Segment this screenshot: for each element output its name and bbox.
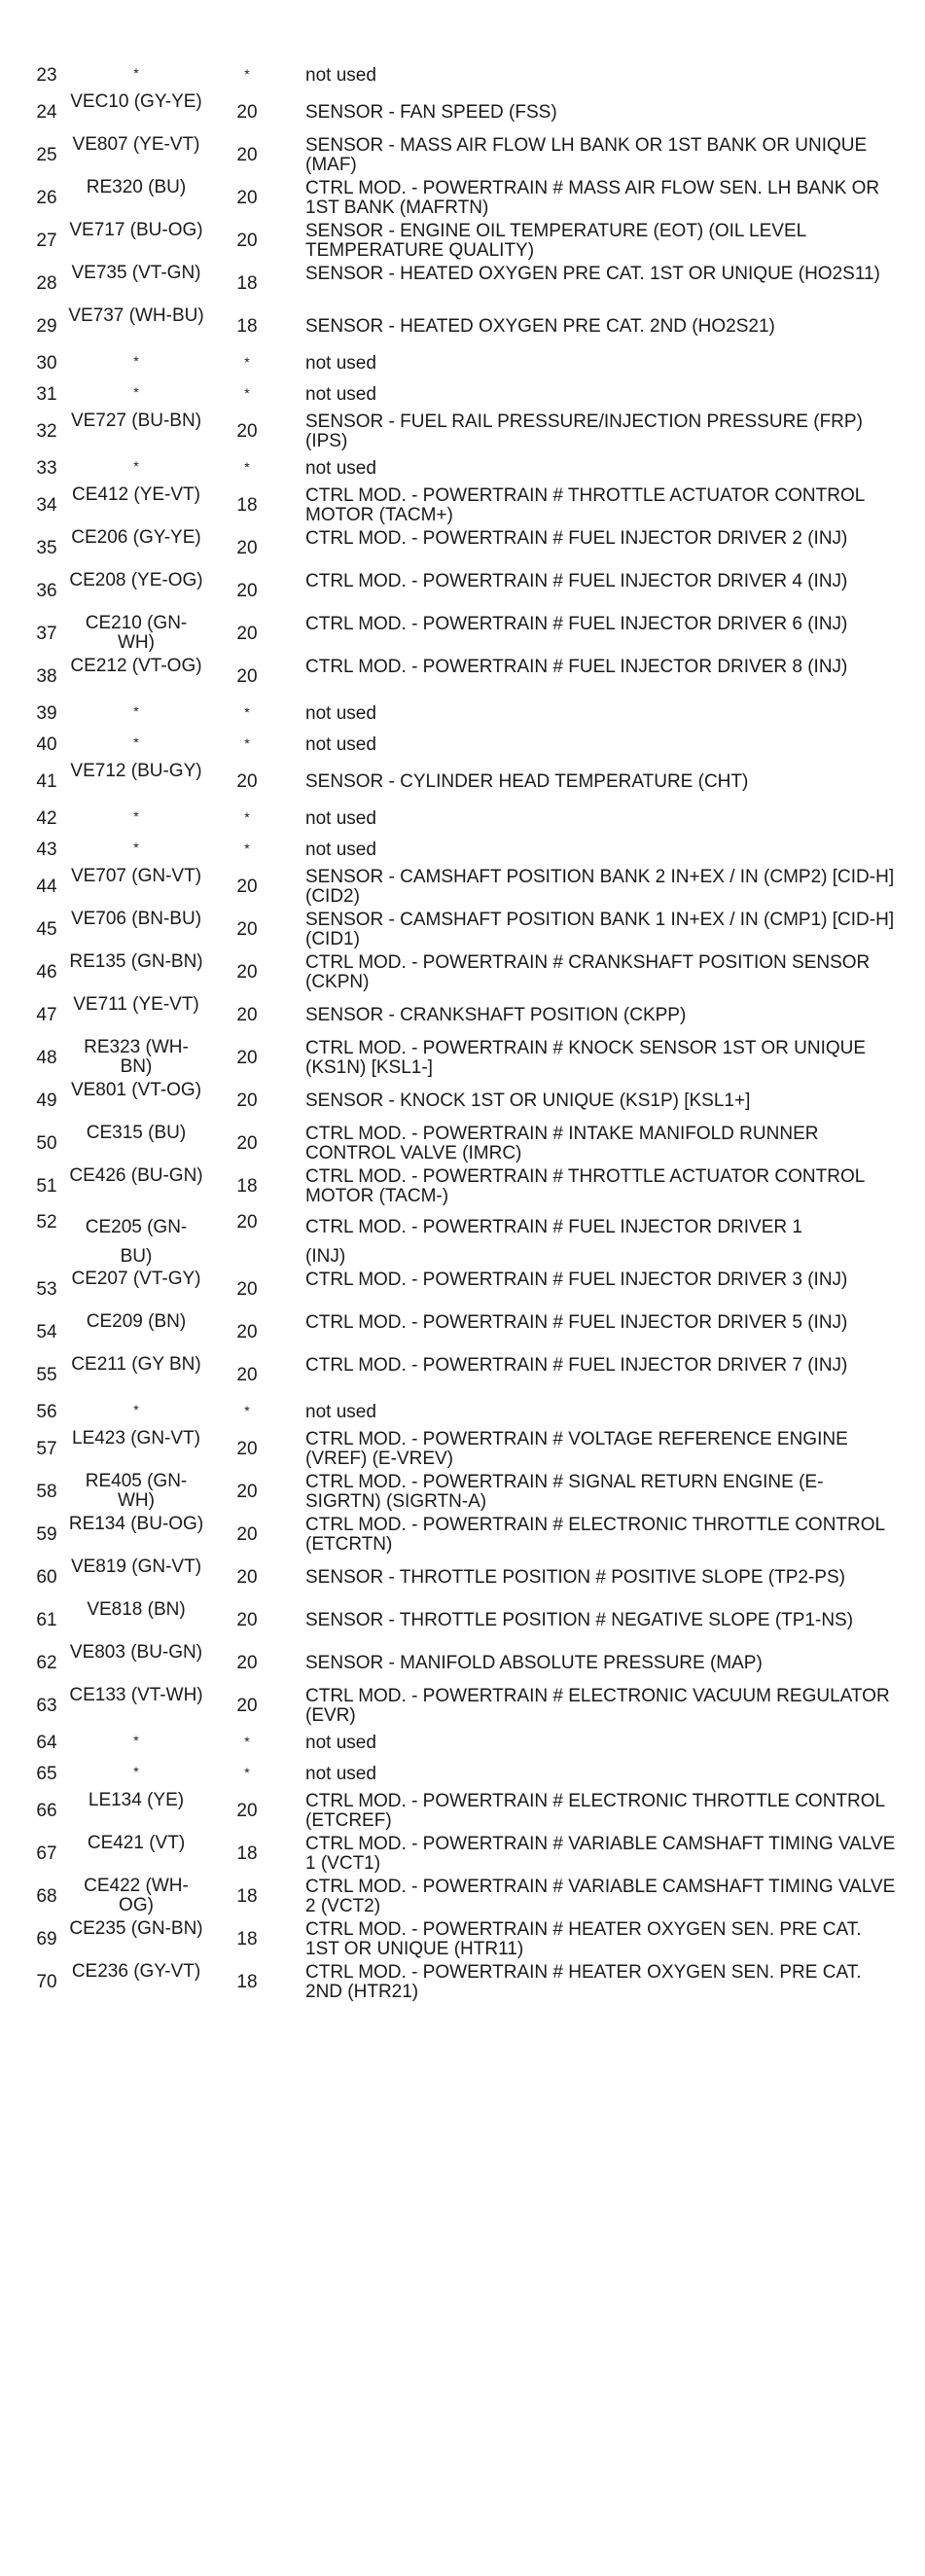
circuit-description: CTRL MOD. - POWERTRAIN # MASS AIR FLOW SEN. LH BANK OR 1ST BANK (MAFRTN) bbox=[305, 178, 880, 218]
wire-color: CE206 (GY-YE) bbox=[71, 527, 201, 548]
table-row bbox=[0, 1514, 925, 1556]
wire-color: CE422 (WH-OG) bbox=[84, 1876, 189, 1915]
table-row bbox=[0, 761, 925, 804]
wire-gauge: 20 bbox=[236, 1365, 258, 1385]
wire-gauge: 18 bbox=[236, 1176, 258, 1197]
wire-gauge: 20 bbox=[236, 1696, 258, 1716]
table-row bbox=[0, 1311, 925, 1354]
wire-gauge: 20 bbox=[236, 581, 258, 601]
pin-number: 54 bbox=[36, 1322, 57, 1342]
wire-gauge: 20 bbox=[236, 1524, 258, 1545]
wire-gauge: 20 bbox=[236, 1212, 258, 1233]
table-row bbox=[0, 730, 925, 761]
table-row bbox=[0, 1471, 925, 1514]
wire-gauge: * bbox=[244, 735, 250, 751]
circuit-description: SENSOR - THROTTLE POSITION # POSITIVE SLOPE (TP2-PS) bbox=[305, 1567, 845, 1588]
wire-gauge: * bbox=[244, 66, 250, 82]
circuit-description: SENSOR - FUEL RAIL PRESSURE/INJECTION PRESSURE (FRP) (IPS) bbox=[305, 411, 863, 451]
circuit-description: SENSOR - ENGINE OIL TEMPERATURE (EOT) (OIL LEVEL TEMPERATURE QUALITY) bbox=[305, 221, 806, 261]
wire-color: * bbox=[133, 353, 139, 369]
wire-gauge: * bbox=[244, 1734, 250, 1749]
pin-number: 60 bbox=[36, 1567, 57, 1588]
pin-number: 36 bbox=[36, 581, 57, 601]
table-row bbox=[0, 656, 925, 698]
wire-color: RE405 (GN-WH) bbox=[85, 1471, 188, 1511]
wire-color: * bbox=[133, 703, 139, 719]
pin-number: 41 bbox=[36, 771, 57, 792]
pin-number: 69 bbox=[36, 1929, 57, 1950]
circuit-description: CTRL MOD. - POWERTRAIN # FUEL INJECTOR DRIVER 7 (INJ) bbox=[305, 1355, 848, 1376]
table-row bbox=[0, 263, 925, 305]
circuit-description: SENSOR - CAMSHAFT POSITION BANK 2 IN+EX / IN (CMP2) [CID-H] (CID2) bbox=[305, 867, 895, 907]
wire-gauge: 20 bbox=[236, 1567, 258, 1588]
wire-gauge: 18 bbox=[236, 1886, 258, 1907]
wire-gauge: 20 bbox=[236, 1091, 258, 1111]
circuit-description: SENSOR - FAN SPEED (FSS) bbox=[305, 102, 557, 123]
wire-color: VE711 (YE-VT) bbox=[73, 994, 199, 1015]
wire-gauge: 20 bbox=[236, 1482, 258, 1502]
pin-number: 61 bbox=[36, 1610, 57, 1630]
circuit-description: not used bbox=[305, 1402, 376, 1422]
wire-gauge: 20 bbox=[236, 919, 258, 940]
pin-number: 46 bbox=[36, 962, 57, 983]
wire-gauge: 20 bbox=[236, 145, 258, 165]
wire-color: * bbox=[133, 1764, 139, 1779]
table-row bbox=[0, 484, 925, 527]
circuit-description: not used bbox=[305, 353, 376, 374]
circuit-description: SENSOR - KNOCK 1ST OR UNIQUE (KS1P) [KSL1+] bbox=[305, 1091, 751, 1111]
table-row bbox=[0, 220, 925, 263]
circuit-description: CTRL MOD. - POWERTRAIN # ELECTRONIC THROTTLE CONTROL (ETCRTN) bbox=[305, 1515, 885, 1555]
circuit-description: SENSOR - CYLINDER HEAD TEMPERATURE (CHT) bbox=[305, 771, 749, 792]
table-row bbox=[0, 994, 925, 1037]
pin-number: 29 bbox=[36, 316, 57, 337]
wire-color: * bbox=[133, 1402, 139, 1417]
pin-number: 56 bbox=[36, 1402, 57, 1422]
wire-color: RE320 (BU) bbox=[86, 177, 187, 197]
wire-gauge: 20 bbox=[236, 1610, 258, 1630]
wire-gauge: 20 bbox=[236, 1322, 258, 1342]
table-row bbox=[0, 1165, 925, 1208]
table-row bbox=[0, 91, 925, 134]
table-row bbox=[0, 866, 925, 909]
table-row bbox=[0, 835, 925, 866]
pin-number: 51 bbox=[36, 1176, 57, 1197]
wire-color: * bbox=[133, 65, 139, 81]
pin-number: 42 bbox=[36, 808, 57, 829]
wire-gauge: 20 bbox=[236, 1279, 258, 1300]
wire-gauge: * bbox=[244, 704, 250, 720]
wire-gauge: 18 bbox=[236, 1929, 258, 1950]
table-row bbox=[0, 527, 925, 570]
pin-number: 25 bbox=[36, 145, 57, 165]
wire-gauge: 18 bbox=[236, 1843, 258, 1864]
wire-gauge: 20 bbox=[236, 771, 258, 792]
wire-color: RE135 (GN-BN) bbox=[69, 951, 203, 972]
wire-gauge: 20 bbox=[236, 231, 258, 251]
pin-number: 59 bbox=[36, 1524, 57, 1545]
circuit-description: SENSOR - HEATED OXYGEN PRE CAT. 1ST OR UNIQUE (HO2S11) bbox=[305, 264, 880, 284]
wire-gauge: 20 bbox=[236, 624, 258, 644]
pin-number: 53 bbox=[36, 1279, 57, 1300]
table-row bbox=[0, 1642, 925, 1685]
table-row bbox=[0, 379, 925, 411]
wire-color: * bbox=[133, 840, 139, 855]
table-row bbox=[0, 1354, 925, 1397]
circuit-description: SENSOR - MANIFOLD ABSOLUTE PRESSURE (MAP) bbox=[305, 1653, 763, 1673]
circuit-description: not used bbox=[305, 808, 376, 829]
wire-color: * bbox=[133, 384, 139, 400]
table-row bbox=[0, 1961, 925, 2004]
table-row bbox=[0, 698, 925, 730]
table-row bbox=[0, 1428, 925, 1471]
wire-gauge: * bbox=[244, 809, 250, 825]
circuit-description: CTRL MOD. - POWERTRAIN # VARIABLE CAMSHAFT TIMING VALVE 1 (VCT1) bbox=[305, 1834, 896, 1874]
circuit-description: CTRL MOD. - POWERTRAIN # HEATER OXYGEN SEN. PRE CAT. 1ST OR UNIQUE (HTR11) bbox=[305, 1919, 862, 1959]
pin-number: 63 bbox=[36, 1696, 57, 1716]
circuit-description: not used bbox=[305, 1764, 376, 1784]
pin-number: 44 bbox=[36, 877, 57, 897]
circuit-description: not used bbox=[305, 1733, 376, 1753]
wire-gauge: * bbox=[244, 385, 250, 401]
pin-number: 52 bbox=[36, 1212, 57, 1233]
wire-color: CE212 (VT-OG) bbox=[70, 656, 202, 676]
wire-gauge: 20 bbox=[236, 538, 258, 558]
wire-color: LE134 (YE) bbox=[88, 1790, 185, 1810]
wire-color: * bbox=[133, 734, 139, 750]
circuit-description-cont: (INJ) bbox=[305, 1246, 346, 1267]
circuit-description: CTRL MOD. - POWERTRAIN # ELECTRONIC VACUUM REGULATOR (EVR) bbox=[305, 1686, 890, 1726]
wire-color: CE207 (VT-GY) bbox=[71, 1269, 201, 1289]
wire-gauge: 18 bbox=[236, 495, 258, 516]
circuit-description: not used bbox=[305, 734, 376, 755]
table-row bbox=[0, 1037, 925, 1080]
wire-gauge: * bbox=[244, 459, 250, 475]
pin-number: 67 bbox=[36, 1843, 57, 1864]
circuit-description: CTRL MOD. - POWERTRAIN # KNOCK SENSOR 1ST OR UNIQUE (KS1N) [KSL1-] bbox=[305, 1038, 867, 1078]
wire-color: VE737 (WH-BU) bbox=[68, 305, 204, 326]
pin-number: 58 bbox=[36, 1482, 57, 1502]
circuit-description: CTRL MOD. - POWERTRAIN # THROTTLE ACTUATOR CONTROL MOTOR (TACM-) bbox=[305, 1166, 865, 1206]
table-row bbox=[0, 177, 925, 220]
pin-number: 31 bbox=[36, 384, 57, 405]
wire-gauge: 20 bbox=[236, 962, 258, 983]
wire-gauge: 20 bbox=[236, 1048, 258, 1068]
wire-gauge: 18 bbox=[236, 316, 258, 337]
pin-number: 30 bbox=[36, 353, 57, 374]
pin-number: 32 bbox=[36, 421, 57, 442]
wire-color: CE236 (GY-VT) bbox=[71, 1961, 201, 1982]
pin-number: 55 bbox=[36, 1365, 57, 1385]
wire-gauge: 20 bbox=[236, 1133, 258, 1154]
circuit-description: not used bbox=[305, 458, 376, 479]
table-row bbox=[0, 1397, 925, 1428]
wire-color: * bbox=[133, 1733, 139, 1748]
wire-color: CE211 (GY BN) bbox=[71, 1354, 201, 1375]
table-row bbox=[0, 1728, 925, 1759]
circuit-description: SENSOR - MASS AIR FLOW LH BANK OR 1ST BANK OR UNIQUE (MAF) bbox=[305, 135, 868, 175]
pin-number: 43 bbox=[36, 840, 57, 860]
wire-color: VE707 (GN-VT) bbox=[70, 866, 202, 886]
table-row bbox=[0, 1833, 925, 1876]
wire-gauge: 18 bbox=[236, 273, 258, 294]
wire-color: VE735 (VT-GN) bbox=[71, 263, 201, 283]
wire-color: CE205 (GN- bbox=[85, 1217, 188, 1237]
table-row bbox=[0, 1685, 925, 1728]
table-row bbox=[0, 1599, 925, 1642]
table-row bbox=[0, 1759, 925, 1790]
pin-number: 45 bbox=[36, 919, 57, 940]
circuit-description: CTRL MOD. - POWERTRAIN # FUEL INJECTOR DRIVER 8 (INJ) bbox=[305, 657, 848, 677]
wire-color: CE426 (BU-GN) bbox=[69, 1165, 203, 1186]
table-row bbox=[0, 951, 925, 994]
wire-color: CE208 (YE-OG) bbox=[69, 570, 203, 590]
wire-color: * bbox=[133, 808, 139, 824]
pin-number: 26 bbox=[36, 188, 57, 208]
table-row bbox=[0, 60, 925, 91]
circuit-description: CTRL MOD. - POWERTRAIN # HEATER OXYGEN SEN. PRE CAT. 2ND (HTR21) bbox=[305, 1962, 862, 2002]
circuit-description: CTRL MOD. - POWERTRAIN # FUEL INJECTOR DRIVER 3 (INJ) bbox=[305, 1270, 848, 1290]
wire-gauge: 20 bbox=[236, 421, 258, 442]
table-row bbox=[0, 1556, 925, 1599]
circuit-description: CTRL MOD. - POWERTRAIN # FUEL INJECTOR DRIVER 1 bbox=[305, 1217, 802, 1237]
pin-number: 27 bbox=[36, 231, 57, 251]
wire-gauge: 20 bbox=[236, 188, 258, 208]
wire-color: RE323 (WH-BN) bbox=[84, 1037, 189, 1077]
circuit-description: SENSOR - HEATED OXYGEN PRE CAT. 2ND (HO2S21) bbox=[305, 316, 775, 337]
wire-gauge: 20 bbox=[236, 1801, 258, 1821]
wire-gauge: 18 bbox=[236, 1972, 258, 1992]
circuit-description: not used bbox=[305, 840, 376, 860]
circuit-description: SENSOR - CRANKSHAFT POSITION (CKPP) bbox=[305, 1005, 687, 1025]
wire-color: VE717 (BU-OG) bbox=[69, 220, 203, 240]
pin-number: 34 bbox=[36, 495, 57, 516]
pin-number: 66 bbox=[36, 1801, 57, 1821]
wire-gauge: 20 bbox=[236, 877, 258, 897]
table-row bbox=[0, 1790, 925, 1833]
pin-number: 33 bbox=[36, 458, 57, 479]
pin-number: 65 bbox=[36, 1764, 57, 1784]
wire-color: CE133 (VT-WH) bbox=[69, 1685, 203, 1705]
circuit-description: not used bbox=[305, 384, 376, 405]
pin-number: 47 bbox=[36, 1005, 57, 1025]
wire-color: CE421 (VT) bbox=[87, 1833, 186, 1853]
wire-color: VE727 (BU-BN) bbox=[70, 411, 202, 431]
wire-color: VE712 (BU-GY) bbox=[70, 761, 202, 781]
circuit-description: CTRL MOD. - POWERTRAIN # CRANKSHAFT POSITION SENSOR (CKPN) bbox=[305, 952, 871, 992]
wire-color: VE818 (BN) bbox=[87, 1599, 186, 1620]
wire-color: CE235 (GN-BN) bbox=[69, 1918, 203, 1939]
wire-color: VE803 (BU-GN) bbox=[69, 1642, 203, 1663]
table-row bbox=[0, 305, 925, 348]
wire-color: VE819 (GN-VT) bbox=[70, 1556, 202, 1577]
wire-color: CE210 (GN-WH) bbox=[85, 613, 188, 653]
table-row bbox=[0, 1208, 925, 1269]
table-row bbox=[0, 453, 925, 484]
table-row bbox=[0, 909, 925, 951]
circuit-description: CTRL MOD. - POWERTRAIN # INTAKE MANIFOLD RUNNER CONTROL VALVE (IMRC) bbox=[305, 1124, 819, 1163]
pin-number: 40 bbox=[36, 734, 57, 755]
table-row bbox=[0, 804, 925, 835]
table-row bbox=[0, 1918, 925, 1961]
pin-number: 38 bbox=[36, 666, 57, 687]
wire-color: VE807 (YE-VT) bbox=[72, 134, 200, 155]
pin-number: 35 bbox=[36, 538, 57, 558]
table-row bbox=[0, 1080, 925, 1123]
pin-number: 39 bbox=[36, 703, 57, 724]
circuit-description: CTRL MOD. - POWERTRAIN # THROTTLE ACTUATOR CONTROL MOTOR (TACM+) bbox=[305, 485, 865, 525]
wire-gauge: * bbox=[244, 841, 250, 856]
pin-number: 50 bbox=[36, 1133, 57, 1154]
wire-gauge: 20 bbox=[236, 666, 258, 687]
table-row bbox=[0, 613, 925, 656]
wire-gauge: 20 bbox=[236, 102, 258, 123]
circuit-description: CTRL MOD. - POWERTRAIN # FUEL INJECTOR DRIVER 6 (INJ) bbox=[305, 614, 848, 634]
wire-color-cont: BU) bbox=[120, 1246, 153, 1267]
wire-color: VE801 (VT-OG) bbox=[70, 1080, 202, 1100]
pin-number: 64 bbox=[36, 1733, 57, 1753]
circuit-description: CTRL MOD. - POWERTRAIN # VOLTAGE REFERENCE ENGINE (VREF) (E-VREV) bbox=[305, 1429, 848, 1469]
table-row bbox=[0, 570, 925, 613]
pin-number: 37 bbox=[36, 624, 57, 644]
wire-color: CE412 (YE-VT) bbox=[72, 484, 200, 505]
circuit-description: CTRL MOD. - POWERTRAIN # FUEL INJECTOR DRIVER 5 (INJ) bbox=[305, 1312, 848, 1333]
wire-color: VEC10 (GY-YE) bbox=[70, 91, 202, 112]
wire-gauge: * bbox=[244, 354, 250, 370]
circuit-description: CTRL MOD. - POWERTRAIN # ELECTRONIC THROTTLE CONTROL (ETCREF) bbox=[305, 1791, 885, 1831]
circuit-description: not used bbox=[305, 703, 376, 724]
pin-number: 68 bbox=[36, 1886, 57, 1907]
pin-number: 57 bbox=[36, 1439, 57, 1459]
table-row bbox=[0, 134, 925, 177]
wire-gauge: 20 bbox=[236, 1439, 258, 1459]
table-row bbox=[0, 1269, 925, 1311]
table-row bbox=[0, 348, 925, 379]
wire-color: VE706 (BN-BU) bbox=[70, 909, 202, 929]
wire-color: CE209 (BN) bbox=[86, 1311, 187, 1332]
table-row bbox=[0, 1123, 925, 1165]
table-row bbox=[0, 1876, 925, 1918]
table-row bbox=[0, 411, 925, 453]
wire-gauge: 20 bbox=[236, 1005, 258, 1025]
pin-number: 28 bbox=[36, 273, 57, 294]
circuit-description: not used bbox=[305, 65, 376, 86]
pin-number: 23 bbox=[36, 65, 57, 86]
pin-number: 48 bbox=[36, 1048, 57, 1068]
wire-gauge: * bbox=[244, 1403, 250, 1418]
circuit-description: SENSOR - THROTTLE POSITION # NEGATIVE SLOPE (TP1-NS) bbox=[305, 1610, 854, 1630]
circuit-description: CTRL MOD. - POWERTRAIN # VARIABLE CAMSHAFT TIMING VALVE 2 (VCT2) bbox=[305, 1877, 896, 1916]
wire-color: RE134 (BU-OG) bbox=[68, 1514, 204, 1534]
wire-color: CE315 (BU) bbox=[86, 1123, 187, 1143]
wire-gauge: * bbox=[244, 1765, 250, 1780]
pin-number: 24 bbox=[36, 102, 57, 123]
circuit-description: CTRL MOD. - POWERTRAIN # FUEL INJECTOR DRIVER 4 (INJ) bbox=[305, 571, 848, 591]
circuit-description: SENSOR - CAMSHAFT POSITION BANK 1 IN+EX / IN (CMP1) [CID-H] (CID1) bbox=[305, 910, 895, 949]
circuit-description: CTRL MOD. - POWERTRAIN # FUEL INJECTOR DRIVER 2 (INJ) bbox=[305, 528, 848, 549]
pin-number: 62 bbox=[36, 1653, 57, 1673]
wire-color: LE423 (GN-VT) bbox=[72, 1428, 200, 1449]
circuit-description: CTRL MOD. - POWERTRAIN # SIGNAL RETURN ENGINE (E-SIGRTN) (SIGRTN-A) bbox=[305, 1472, 824, 1512]
wire-gauge: 20 bbox=[236, 1653, 258, 1673]
wire-color: * bbox=[133, 458, 139, 474]
pin-number: 70 bbox=[36, 1972, 57, 1992]
pin-number: 49 bbox=[36, 1091, 57, 1111]
